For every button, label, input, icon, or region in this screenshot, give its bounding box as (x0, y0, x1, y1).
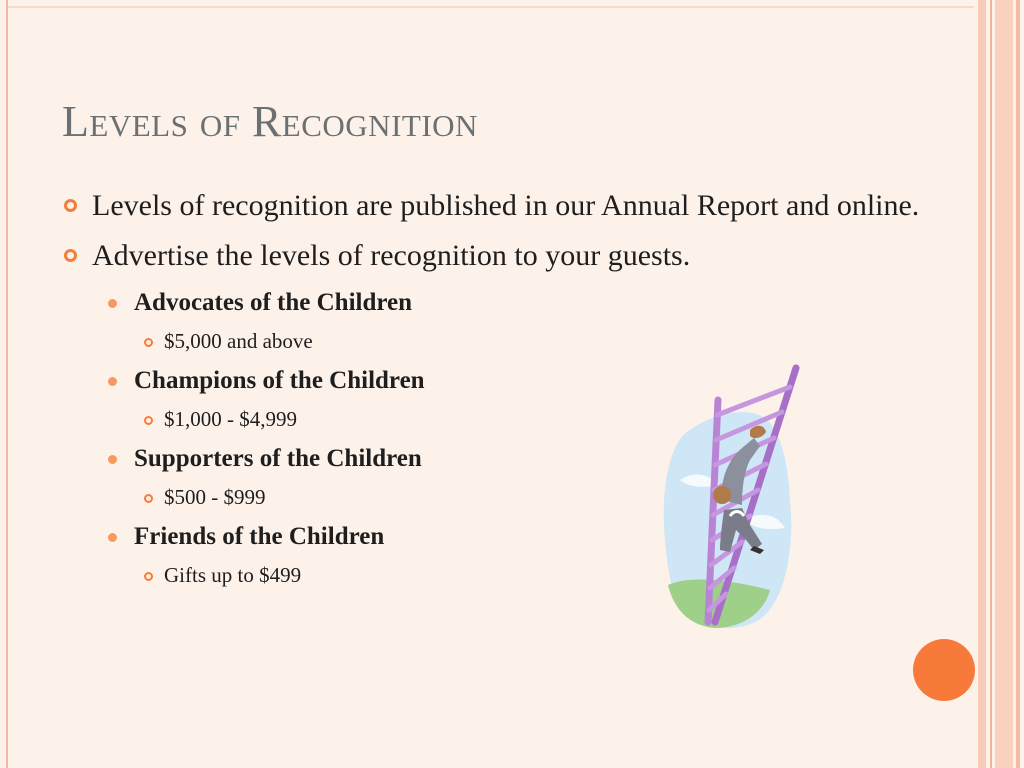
bullet-text: Advertise the levels of recognition to your guests. (92, 239, 691, 272)
left-border-line (6, 0, 8, 768)
level-amount: Gifts up to $499 (164, 563, 302, 587)
level-amount-item (62, 326, 922, 356)
orange-circle-decoration (913, 639, 975, 701)
level-amount: $5,000 and above (164, 329, 313, 353)
level-name: Advocates of the Children (134, 289, 413, 316)
ladder-climber-illustration (650, 360, 810, 635)
ring-bullet-icon (64, 199, 77, 212)
level-name: Supporters of the Children (134, 445, 422, 472)
level-item (62, 286, 922, 320)
top-border-line (8, 6, 974, 8)
dot-bullet-icon (108, 377, 117, 386)
bullet-item (62, 186, 922, 226)
dot-bullet-icon (108, 455, 117, 464)
slide-title: Levels of Recognition (62, 97, 478, 146)
small-ring-bullet-icon (144, 494, 153, 503)
level-amount: $500 - $999 (164, 485, 266, 509)
level-name: Champions of the Children (134, 367, 425, 394)
right-decor-stripe (1016, 0, 1020, 768)
right-decor-stripe (990, 0, 992, 768)
level-amount: $1,000 - $4,999 (164, 407, 297, 431)
small-ring-bullet-icon (144, 338, 153, 347)
right-decor-stripe (978, 0, 986, 768)
dot-bullet-icon (108, 299, 117, 308)
ring-bullet-icon (64, 249, 77, 262)
bullet-text: Levels of recognition are published in our Annual Report and online. (92, 189, 920, 222)
small-ring-bullet-icon (144, 572, 153, 581)
small-ring-bullet-icon (144, 416, 153, 425)
dot-bullet-icon (108, 533, 117, 542)
level-name: Friends of the Children (134, 523, 385, 550)
right-decor-stripe (995, 0, 1013, 768)
bullet-item (62, 236, 922, 276)
